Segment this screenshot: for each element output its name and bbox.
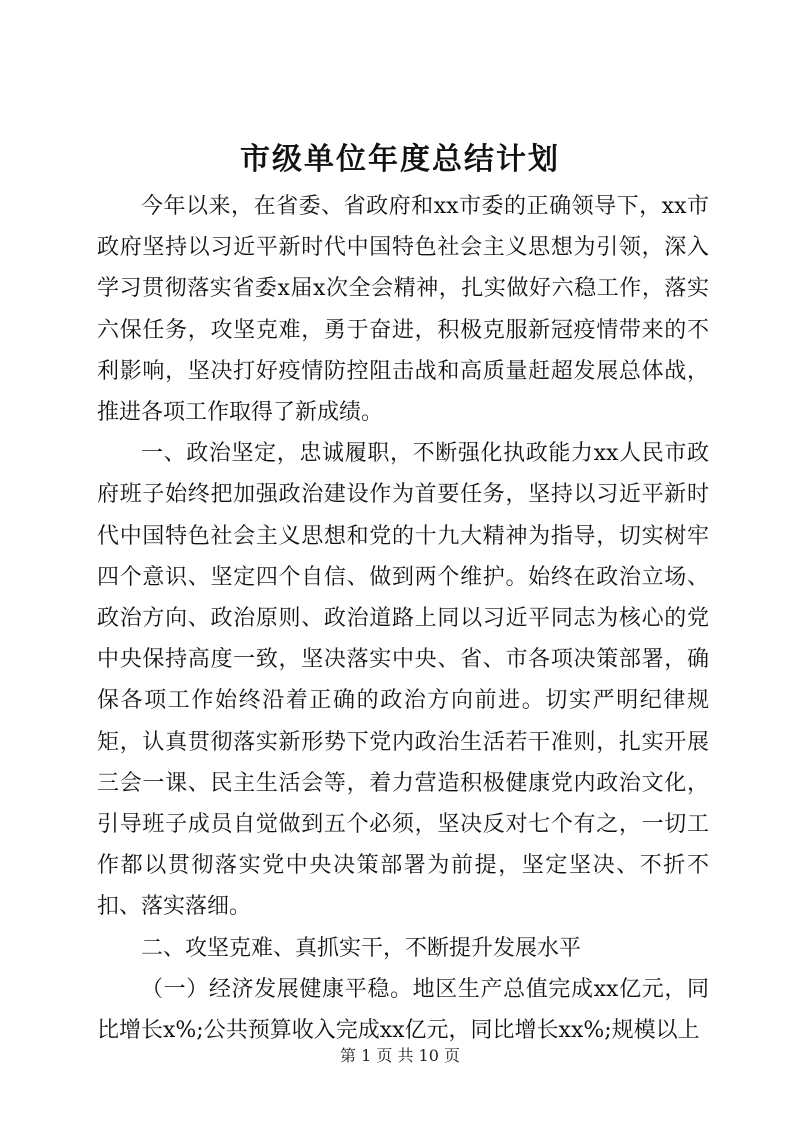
paragraph-intro: 今年以来，在省委、省政府和xx市委的正确领导下，xx市政府坚持以习近平新时代中国特色社会主义思想为引领，深入学习贯彻落实省委x届x次全会精神，扎实做好六稳工作，落实六保任务，攻坚克难，勇于奋进，积极克服新冠疫情带来的不利影响，坚决打好疫情防控阻击战和高质量赶超发展总体战，推进各项工作取得了新成绩。	[97, 194, 709, 426]
paragraph-subsection-one: （一）经济发展健康平稳。地区生产总值完成xx亿元，同比增长x%;公共预算收入完成xx亿元，同比增长xx%;规模以上	[97, 976, 709, 1044]
page-number-footer: 第 1 页 共 10 页	[340, 1046, 460, 1065]
document-body	[97, 186, 709, 1051]
paragraph-section-two-heading: 二、攻坚克难、真抓实干，不断提升发展水平	[141, 935, 582, 961]
paragraph-section-one: 一、政治坚定，忠诚履职，不断强化执政能力xx人民市政府班子始终把加强政治建设作为首要任务，坚持以习近平新时代中国特色社会主义思想和党的十九大精神为指导，切实树牢四个意识、坚定四个自信、做到两个维护。始终在政治立场、政治方向、政治原则、政治道路上同以习近平同志为核心的党中央保持高度一致，坚决落实中央、省、市各项决策部署，确保各项工作始终沿着正确的政治方向前进。切实严明纪律规矩，认真贯彻落实新形势下党内政治生活若干准则，扎实开展三会一课、民主生活会等，着力营造积极健康党内政治文化，引导班子成员自觉做到五个必须，坚决反对七个有之，一切工作都以贯彻落实党中央决策部署为前提，坚定坚决、不折不扣、落实落细。	[97, 441, 709, 920]
document-title: 市级单位年度总结计划	[240, 142, 560, 177]
